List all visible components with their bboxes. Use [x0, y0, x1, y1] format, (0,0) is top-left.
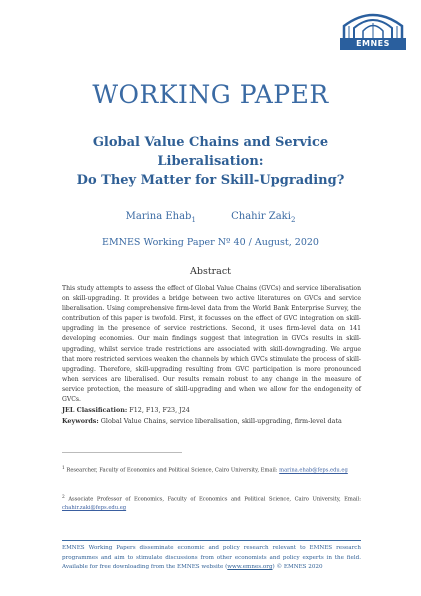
paper-title: [40, 133, 381, 190]
website-link[interactable]: www.emnes.org: [227, 564, 273, 571]
page-title: WORKING PAPER: [92, 80, 329, 109]
logo-arches-icon: [340, 6, 406, 40]
working-paper-info: EMNES Working Paper Nº 40 / August, 2020: [102, 237, 319, 248]
footnote-number: 2: [62, 495, 65, 500]
footnote-email-link[interactable]: chahir.zaki@feps.edu.eg: [62, 504, 127, 511]
paper-title-line: Global Value Chains and Service: [92, 135, 329, 150]
keywords-value: Global Value Chains, service liberalisation, skill-upgrading, firm-level data: [100, 417, 342, 425]
jel-value: F12, F13, F23, J24: [129, 406, 190, 414]
footnote-email-link[interactable]: marina.ehab@feps.edu.eg: [279, 467, 348, 474]
author-footnote-mark: 1: [191, 216, 196, 224]
footnote-text: Researcher, Faculty of Economics and Political Science, Cairo University, Email:: [66, 467, 278, 474]
author-1: [126, 211, 196, 222]
disclaimer: [62, 544, 361, 573]
jel-classification: [62, 406, 361, 414]
emnes-logo: [340, 6, 406, 58]
disclaimer-copyright: ) © EMNES 2020: [272, 564, 323, 571]
keywords: [62, 417, 361, 425]
author-2: [231, 211, 295, 222]
footnote-text: Associate Professor of Economics, Faculty of Economics and Political Science, Cairo University, Email:: [68, 496, 361, 503]
logo-text: EMNES: [340, 38, 406, 50]
author-name: Marina Ehab: [125, 211, 192, 222]
keywords-label: Keywords:: [62, 417, 99, 425]
footnote-2: [62, 494, 361, 512]
abstract-heading: Abstract: [190, 266, 231, 277]
paper-title-line: Do They Matter for Skill-Upgrading?: [76, 173, 345, 188]
paper-title-line: Liberalisation:: [157, 154, 264, 169]
jel-label: JEL Classification:: [62, 406, 128, 414]
authors: [0, 211, 421, 224]
footnote-1: [62, 465, 361, 475]
disclaimer-divider: [62, 540, 361, 541]
disclaimer-text: EMNES Working Papers disseminate economic and policy research relevant to EMNES research programmes and aim to stimulate discussions from other economists and policy experts in the field. Available for free downloading from the EMNES website (: [62, 545, 361, 571]
author-footnote-mark: 2: [290, 216, 296, 224]
footnote-number: 1: [62, 466, 65, 471]
author-name: Chahir Zaki: [231, 211, 291, 222]
abstract-body: This study attempts to assess the effect of Global Value Chains (GVCs) and service liberalisation on skill-upgrading. It provides a bridge between two active literatures on GVCs and service liberalisation. Using comprehensive firm-level data from the World Bank Enterprise Survey, the contribution of this paper is twofold. First, it focusses on the effect of GVC integration on skill-upgrading in the presence of service restrictions. Second, it uses firm-level data on 141 developing economies. Our main findings suggest that integration in GVCs results in skill-upgrading, whilst service trade restrictions are associated with skill-downgrading. We argue that more restricted services weaken the channels by which GVCs stimulate the process of skill-upgrading. Therefore, skill-upgrading resulting from GVC participation is more pronounced when services are liberalised. Our results remain robust to any change in the measure of service protection, the measure of skill-upgrading and when we allow for the endogeneity of GVCs.: [62, 285, 361, 404]
footnote-divider: [62, 452, 182, 453]
